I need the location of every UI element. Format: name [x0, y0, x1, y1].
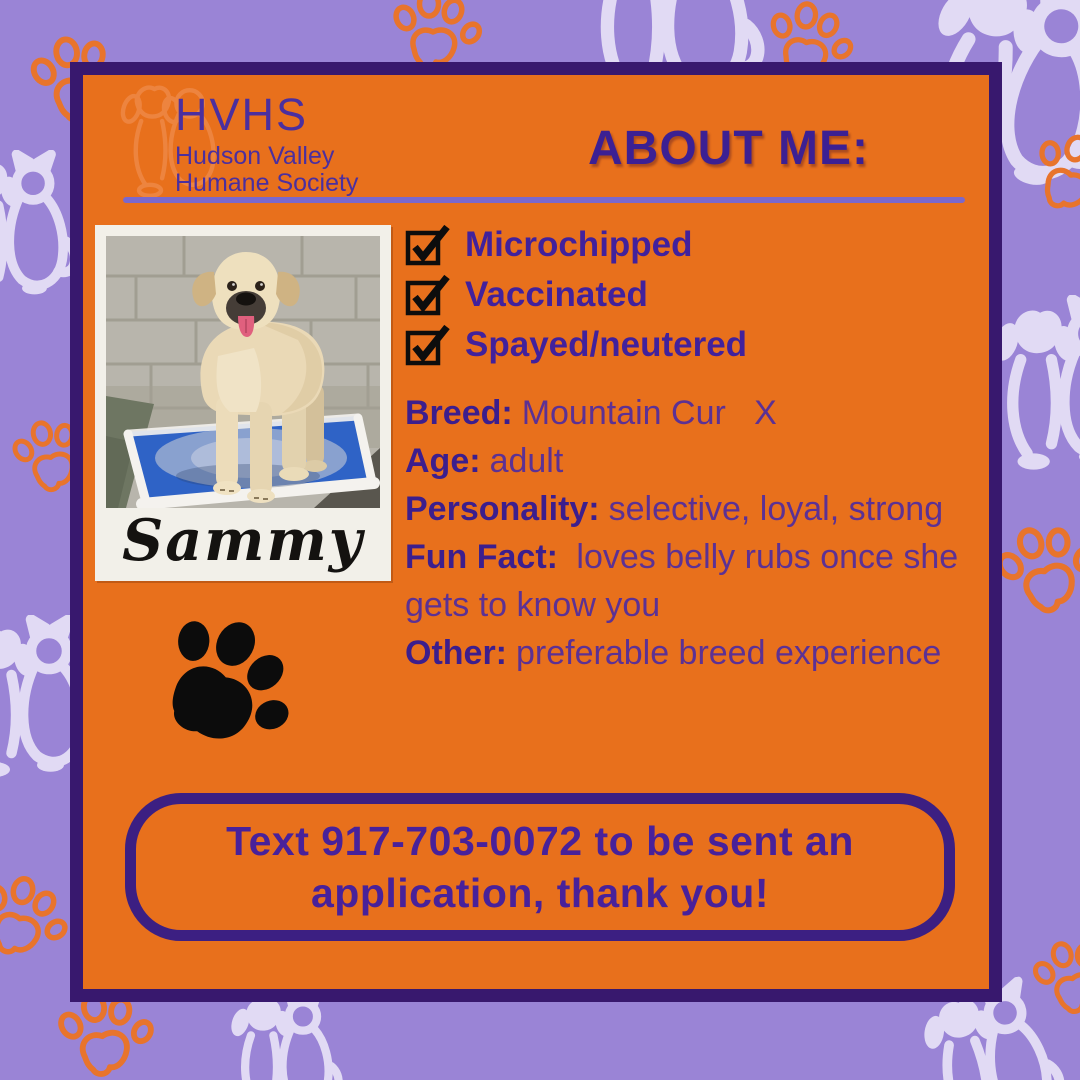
- detail-value: loves belly rubs once she gets to know you: [405, 538, 968, 624]
- paw-print-icon: [139, 607, 311, 763]
- checklist-item-vaccinated: [405, 275, 747, 315]
- detail-label: Breed:: [405, 394, 513, 432]
- contact-line2: application, thank you!: [311, 870, 769, 916]
- checklist-label: Spayed/neutered: [465, 325, 748, 364]
- detail-personality: [405, 485, 991, 533]
- detail-label: Personality:: [405, 490, 600, 528]
- checked-checkbox-icon: [405, 324, 451, 366]
- checklist-label: Vaccinated: [465, 275, 648, 314]
- checked-checkbox-icon: [405, 274, 451, 316]
- header-divider: [123, 197, 965, 203]
- org-name-line1: Hudson Valley: [175, 142, 335, 171]
- detail-value: adult: [489, 442, 564, 480]
- detail-value: Mountain Cur X: [521, 394, 777, 432]
- pet-photo: [106, 236, 380, 508]
- detail-fun-fact: [405, 533, 991, 629]
- flyer-card: [70, 62, 1002, 1002]
- pet-details: [405, 389, 991, 677]
- page-title: ABOUT ME:: [588, 122, 869, 175]
- contact-callout: [125, 793, 955, 941]
- org-name-line2: Humane Society: [175, 169, 359, 198]
- detail-label: Fun Fact:: [405, 538, 558, 576]
- detail-age: [405, 437, 991, 485]
- org-name: [175, 143, 358, 197]
- detail-label: Other:: [405, 634, 507, 672]
- checklist-label: Microchipped: [465, 225, 693, 264]
- detail-value: selective, loyal, strong: [608, 490, 944, 528]
- contact-line1: Text 917-703-0072 to be sent an: [226, 817, 854, 864]
- checklist-item-spayed-neutered: [405, 325, 747, 365]
- org-acronym: HVHS: [175, 89, 309, 140]
- checklist-item-microchipped: [405, 225, 747, 265]
- org-logo: [175, 91, 358, 197]
- contact-text: [226, 815, 854, 920]
- detail-label: Age:: [405, 442, 481, 480]
- checked-checkbox-icon: [405, 224, 451, 266]
- pet-name: Sammy: [122, 507, 364, 574]
- detail-other: [405, 629, 991, 677]
- health-checklist: [405, 225, 747, 375]
- detail-value: preferable breed experience: [516, 634, 942, 672]
- detail-breed: [405, 389, 991, 437]
- pet-photo-frame: [95, 225, 391, 581]
